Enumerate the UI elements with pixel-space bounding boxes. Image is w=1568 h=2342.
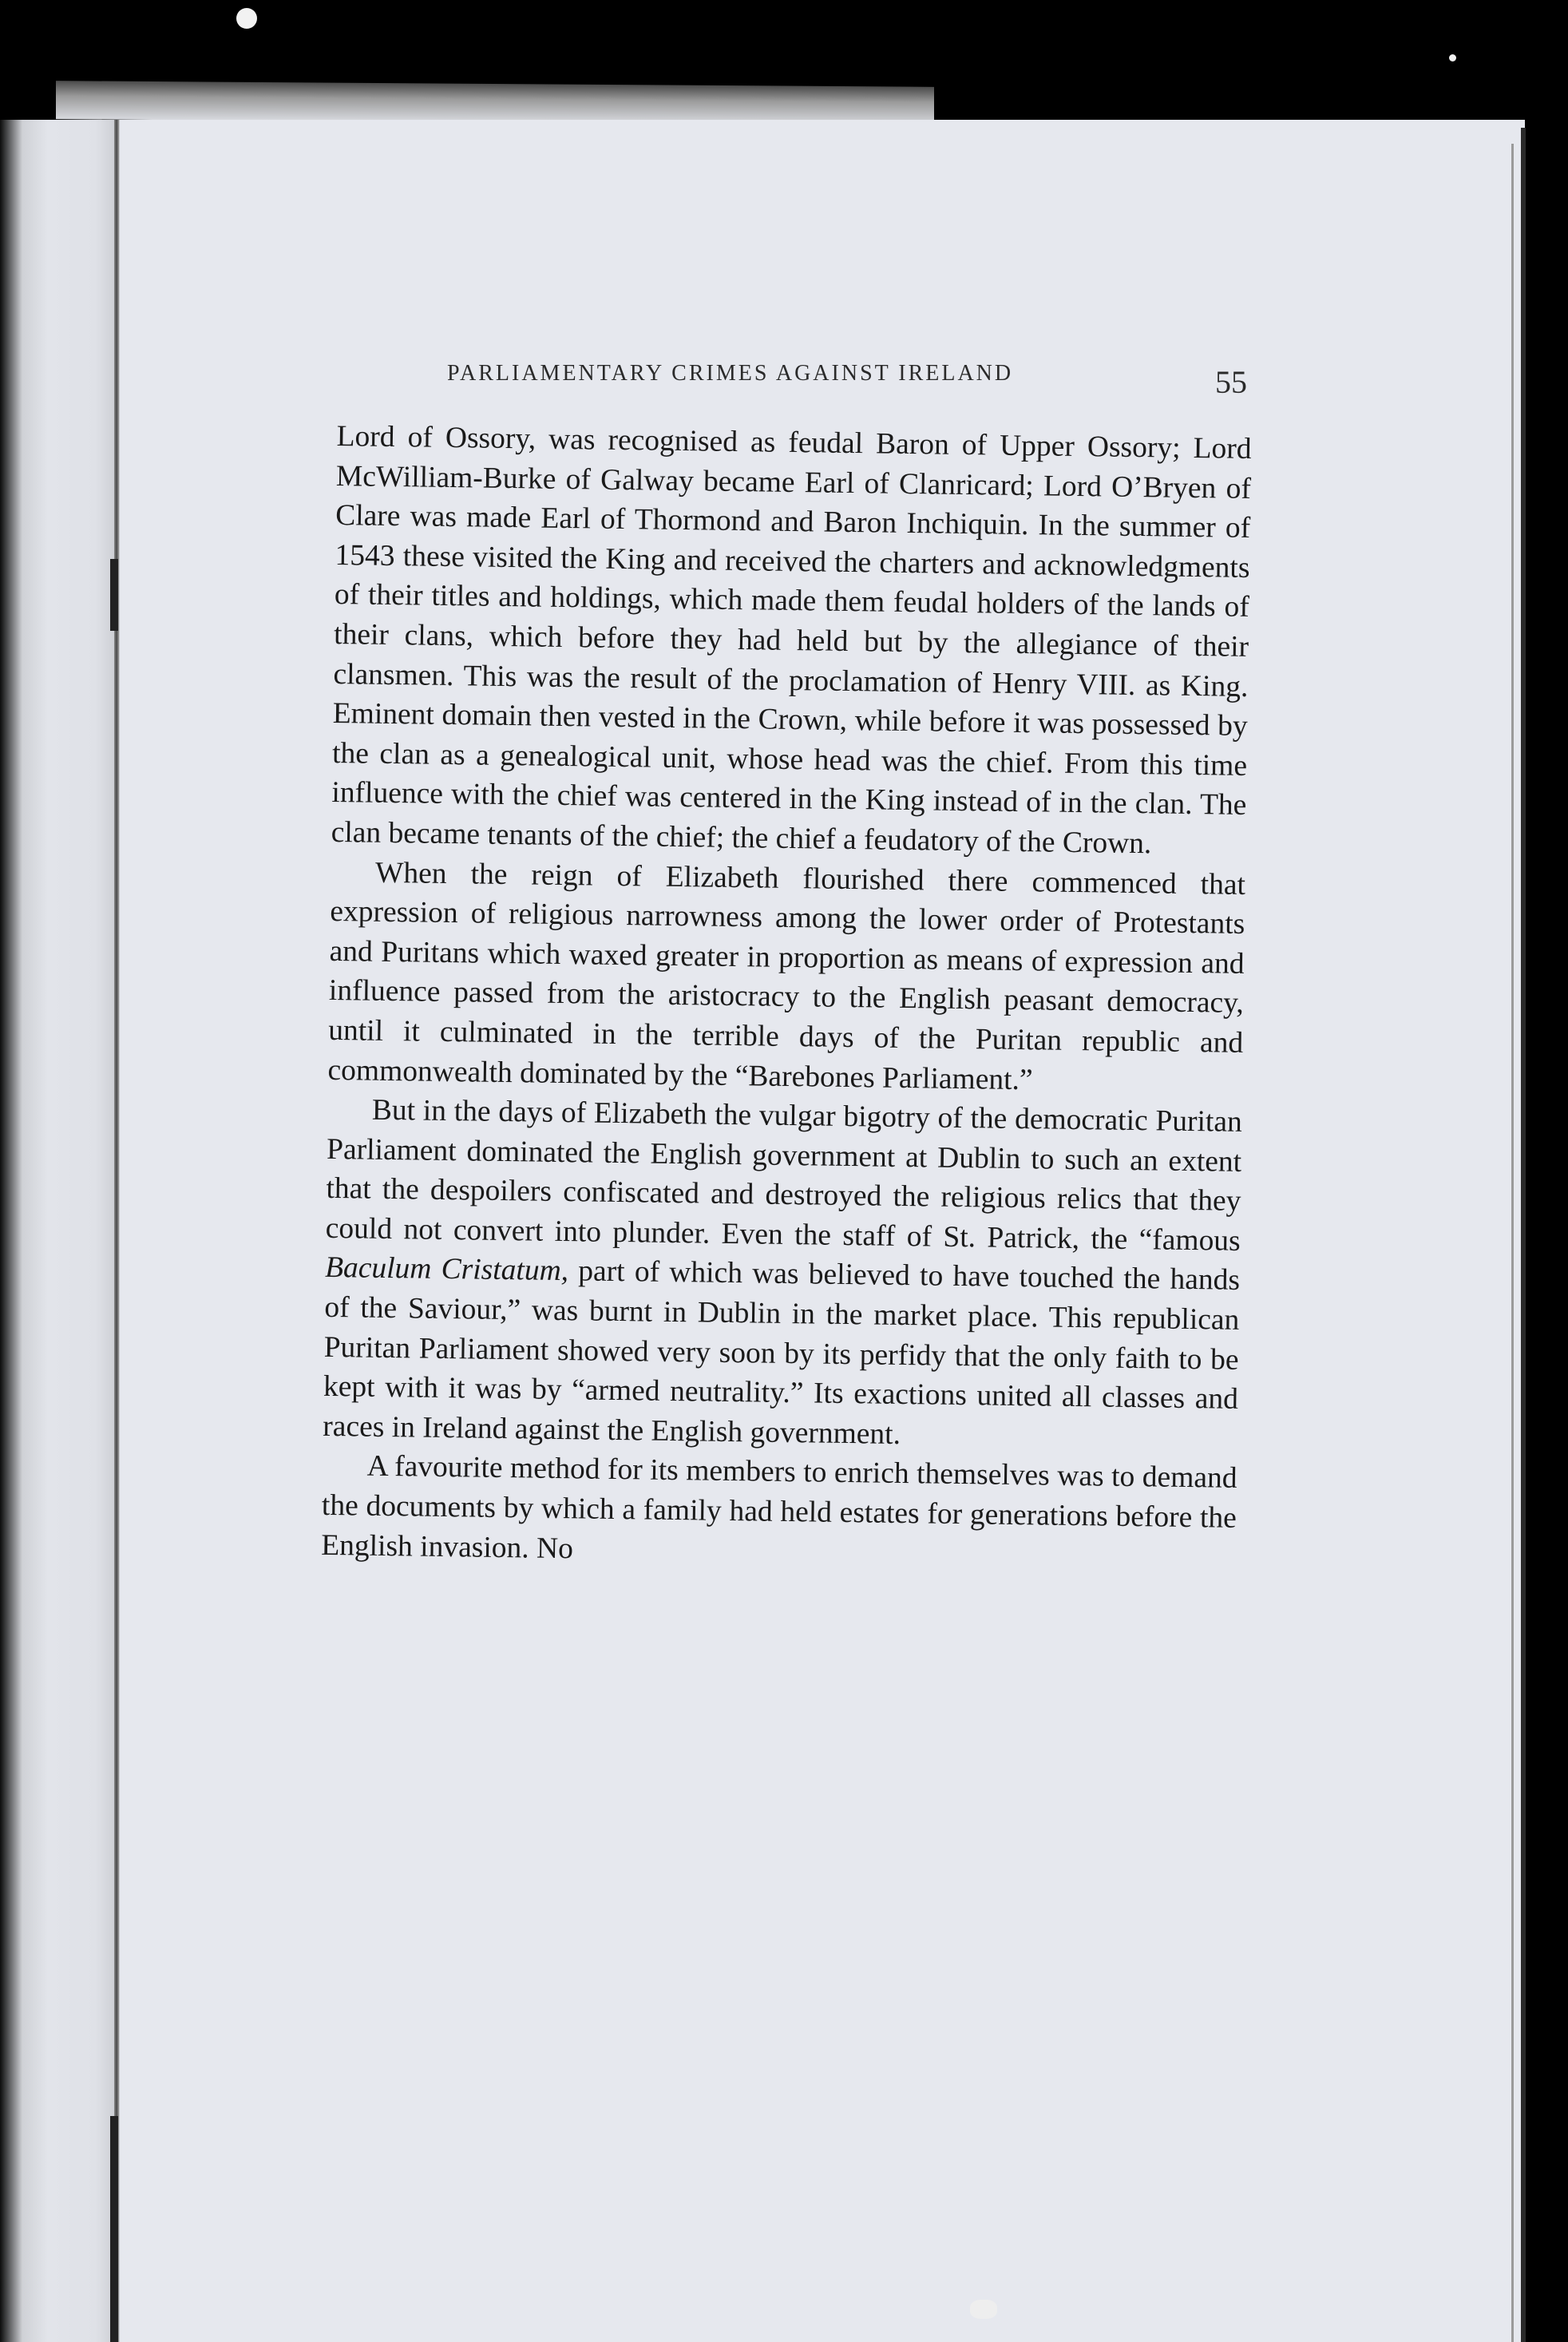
paragraph-text: But in the days of Elizabeth the vulgar bigotry of the democratic Puritan Parliament dominated the English government at Dublin to such an extent that the despoilers confiscated and destroyed the religious relics that they could not convert into plunder. Even the staff of St. Patrick, the “famous [325,1093,1243,1258]
page-edge-right [1521,128,1526,2342]
paragraph: Lord of Ossory, was recognised as feudal Baron of Upper Ossory; Lord McWilliam-Burke of Galway became Earl of Clanricard; Lord O’Bryen of Clare was made Earl of Thormond and Baron Inchiquin. In the summer of 1543 these visited the King and received the charters and acknowledgments of their titles and holdings, which made them feudal holders of the lands of their clans, which before they had held but by the allegiance of their clansmen. This was the result of the proclamation of Henry VIII. as King. Eminent domain then vested in the Crown, while before it was possessed by the clan as a genealogical unit, whose head was the chief. From this time influence with the chief was centered in the King instead of in the clan. The clan became tenants of the chief; the chief a feudatory of the Crown. [331,419,1252,861]
paragraph: A favourite method for its members to enrich themselves was to demand the documents by which a family had held estates for generations before the English invasion. No [320,1450,1237,1565]
gutter-shadow-mark [110,2116,118,2342]
running-header: PARLIAMENTARY CRIMES AGAINST IRELAND [447,361,1014,386]
latin-term: Baculum Cristatum, [324,1251,569,1288]
dust-speck [1449,54,1456,61]
dust-speck [970,2300,997,2319]
page-edge-line [1511,144,1514,2342]
facing-page-edge [0,120,120,2342]
page-number: 55 [1215,364,1247,400]
page-top-edge [56,81,934,125]
binding-gutter [114,120,119,2342]
body-text [321,417,1252,1578]
gutter-shadow-mark [110,559,118,631]
paragraph-text: part of which was believed to have touched the hands of the Saviour,” was burnt in Dublin in the market place. This republican Puritan Parliament showed very soon by its perfidy that the only faith to be kept with it was by “armed neutrality.” Its exactions united all classes and races in Ireland against the English government. [323,1254,1241,1451]
paragraph: When the reign of Elizabeth flourished there commenced that expression of religious narrowness among the lower order of Protestants and Puritans which waxed greater in proportion as means of expression and influence passed from the aristocracy to the English peasant democracy, until it culminated in the terrible days of the Puritan republic and commonwealth dominated by the “Barebones Parliament.” [327,856,1246,1096]
dust-speck [236,8,257,29]
paragraph [323,1090,1242,1459]
